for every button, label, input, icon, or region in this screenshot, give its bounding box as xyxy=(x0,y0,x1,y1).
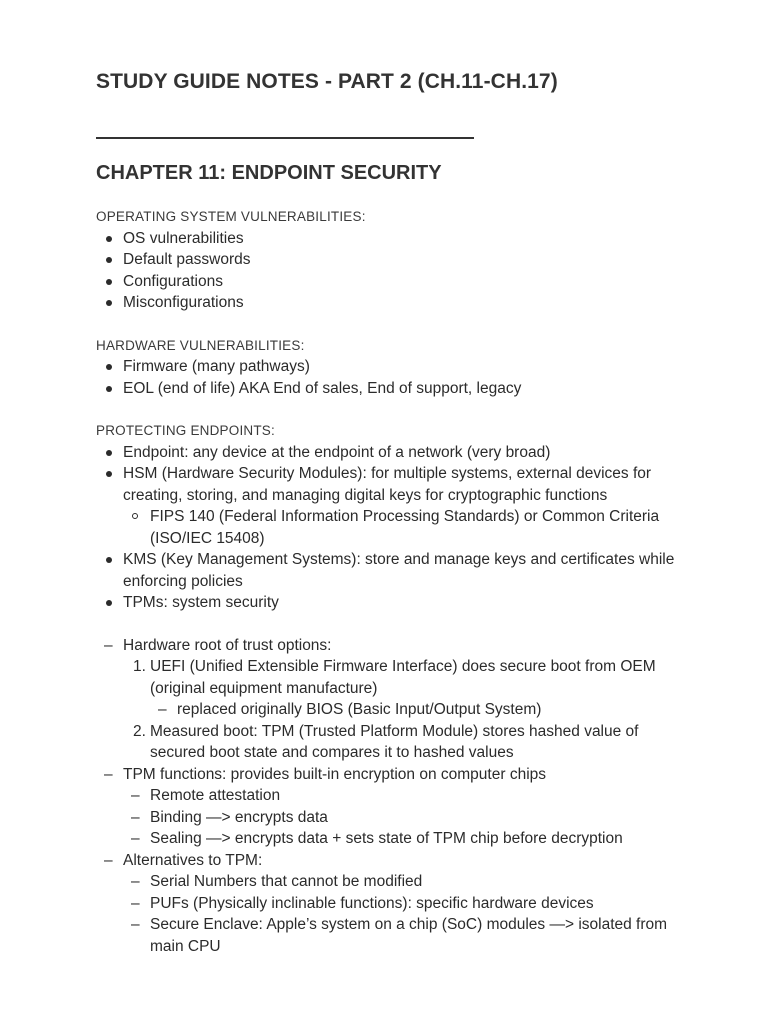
os-vulnerabilities-list xyxy=(96,228,696,314)
title-underline-divider xyxy=(96,137,474,139)
bios-note: – replaced originally BIOS (Basic Input/Output System) xyxy=(96,699,696,721)
tpm-functions-section xyxy=(96,764,696,850)
notes-body xyxy=(96,206,696,957)
list-item: Configurations xyxy=(96,271,696,293)
list-item: Default passwords xyxy=(96,249,696,271)
list-item-endpoint: Endpoint: any device at the endpoint of a network (very broad) xyxy=(96,442,696,464)
list-item: – Binding —> encrypts data xyxy=(96,807,696,829)
item-number: 2. xyxy=(133,722,146,740)
measured-boot-text: Measured boot: TPM (Trusted Platform Module) stores hashed value of secured boot state and compares it to hashed values xyxy=(150,722,639,761)
chapter-heading: CHAPTER 11: ENDPOINT SECURITY xyxy=(96,162,442,184)
list-item: – Sealing —> encrypts data + sets state of TPM chip before decryption xyxy=(96,828,696,850)
list-item-tpms: TPMs: system security xyxy=(96,592,696,614)
alternatives-section xyxy=(96,850,696,958)
list-item-hsm: HSM (Hardware Security Modules): for multiple systems, external devices for creating, storing, and managing digital keys for cryptographic functions xyxy=(96,463,696,506)
hardware-vulnerabilities-list xyxy=(96,356,696,399)
os-vulnerabilities-heading: OPERATING SYSTEM VULNERABILITIES: xyxy=(96,209,366,224)
document-title: STUDY GUIDE NOTES - PART 2 (CH.11-CH.17) xyxy=(96,70,558,93)
numbered-item-measured-boot xyxy=(96,721,696,764)
sub-list-item-fips: FIPS 140 (Federal Information Processing Standards) or Common Criteria (ISO/IEC 15408) xyxy=(96,506,696,549)
list-item: – Serial Numbers that cannot be modified xyxy=(96,871,696,893)
uefi-text: UEFI (Unified Extensible Firmware Interface) does secure boot from OEM (original equipment manufacture) xyxy=(150,658,656,697)
tpm-functions-label: – TPM functions: provides built-in encryption on computer chips xyxy=(96,764,696,786)
list-item: Firmware (many pathways) xyxy=(96,356,696,378)
protecting-endpoints-heading: PROTECTING ENDPOINTS: xyxy=(96,423,275,438)
list-item: – Secure Enclave: Apple’s system on a chip (SoC) modules —> isolated from main CPU xyxy=(96,914,696,957)
alternatives-label: – Alternatives to TPM: xyxy=(96,850,696,872)
list-item-kms: KMS (Key Management Systems): store and manage keys and certificates while enforcing policies xyxy=(96,549,696,592)
list-item: – PUFs (Physically inclinable functions): specific hardware devices xyxy=(96,893,696,915)
list-item: OS vulnerabilities xyxy=(96,228,696,250)
hardware-vulnerabilities-heading: HARDWARE VULNERABILITIES: xyxy=(96,337,305,353)
item-number: 1. xyxy=(133,658,146,675)
root-of-trust-label: – Hardware root of trust options: xyxy=(96,635,696,657)
list-item: – Remote attestation xyxy=(96,785,696,807)
root-of-trust-section xyxy=(96,635,696,764)
numbered-item-uefi xyxy=(96,656,696,699)
list-item: EOL (end of life) AKA End of sales, End of support, legacy xyxy=(96,378,696,400)
protecting-endpoints-list xyxy=(96,442,696,614)
list-item: Misconfigurations xyxy=(96,292,696,314)
